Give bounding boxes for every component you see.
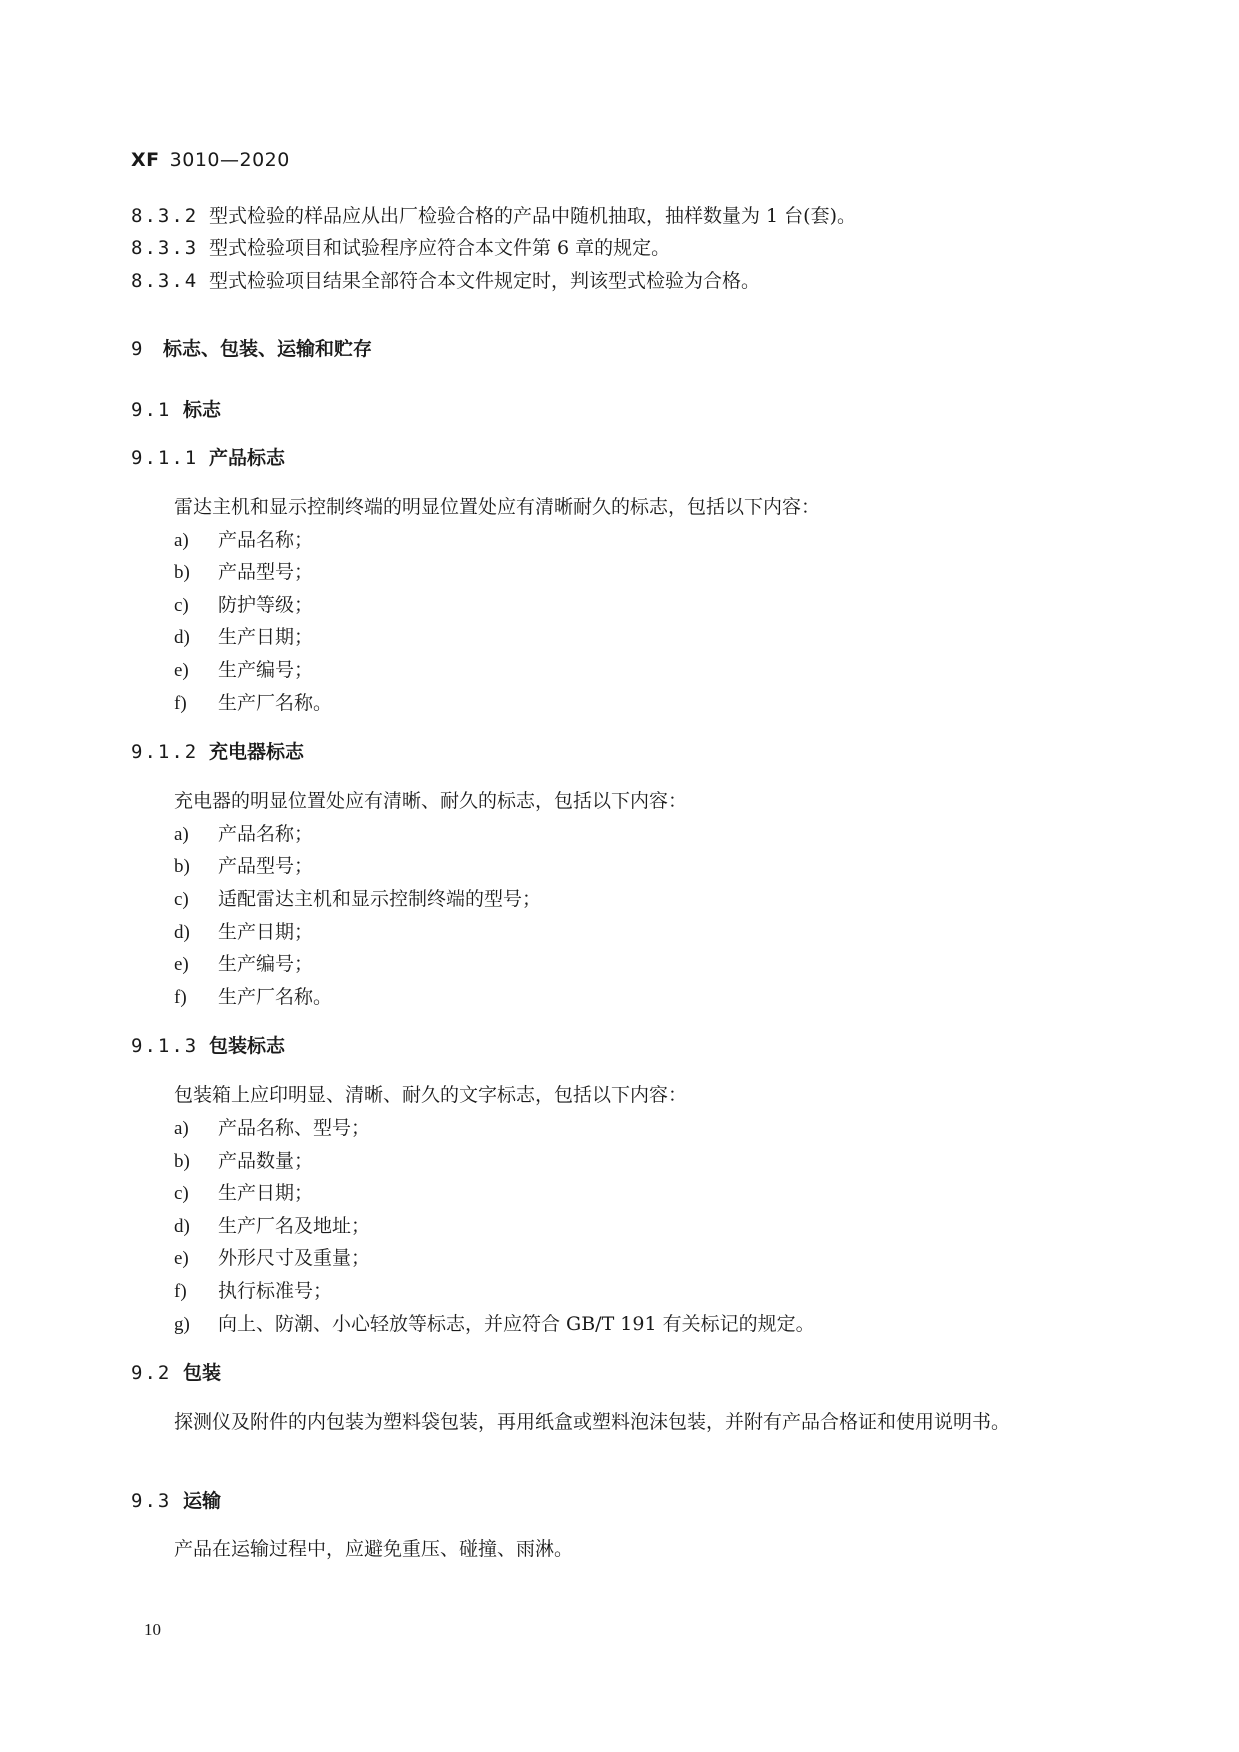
list-marker: a) bbox=[174, 1118, 189, 1139]
list-item bbox=[174, 625, 313, 650]
list-item bbox=[174, 854, 313, 879]
list-text: 生产厂名及地址； bbox=[218, 1215, 371, 1237]
section-number: 9.1.1 bbox=[131, 447, 199, 469]
list-marker: c) bbox=[174, 889, 189, 910]
list-marker: f) bbox=[174, 987, 187, 1008]
list-marker: a) bbox=[174, 824, 189, 845]
paragraph: 探测仪及附件的内包装为塑料袋包装，再用纸盒或塑料泡沫包装，并附有产品合格证和使用说明书。 bbox=[174, 1411, 1011, 1433]
list-text: 产品名称、型号； bbox=[218, 1117, 371, 1139]
list-marker: b) bbox=[174, 856, 190, 877]
list-item bbox=[174, 1181, 313, 1206]
list-item bbox=[174, 1214, 370, 1239]
list-marker: g) bbox=[174, 1314, 190, 1335]
clause-number: 8.3.3 bbox=[131, 237, 199, 259]
clause-8-3-3 bbox=[131, 236, 670, 260]
list-item bbox=[174, 1116, 370, 1141]
section-title: 标志 bbox=[183, 399, 222, 421]
list-item bbox=[174, 1246, 370, 1271]
section-9-heading bbox=[131, 337, 372, 361]
list-item bbox=[174, 593, 313, 618]
section-number: 9 bbox=[131, 338, 145, 360]
section-number: 9.1 bbox=[131, 399, 172, 421]
list-marker: f) bbox=[174, 693, 187, 714]
clause-text: 型式检验项目结果全部符合本文件规定时，判该型式检验为合格。 bbox=[209, 270, 761, 292]
section-9-2-heading bbox=[131, 1361, 221, 1385]
list-item bbox=[174, 887, 541, 912]
list-text: 适配雷达主机和显示控制终端的型号； bbox=[218, 888, 542, 910]
list-item bbox=[174, 1149, 313, 1174]
list-text: 生产厂名称。 bbox=[218, 986, 333, 1008]
section-9-1-3-heading bbox=[131, 1034, 285, 1058]
list-marker: f) bbox=[174, 1281, 187, 1302]
list-text: 生产厂名称。 bbox=[218, 692, 333, 714]
list-text: 产品名称； bbox=[218, 823, 314, 845]
list-item bbox=[174, 822, 313, 847]
list-marker: c) bbox=[174, 1183, 189, 1204]
list-item bbox=[174, 1279, 332, 1304]
section-title: 标志、包装、运输和贮存 bbox=[163, 338, 373, 360]
section-9-1-2-heading bbox=[131, 740, 304, 764]
list-text: 外形尺寸及重量； bbox=[218, 1247, 371, 1269]
section-title: 包装 bbox=[183, 1362, 222, 1384]
list-item bbox=[174, 1312, 815, 1337]
list-text: 产品数量； bbox=[218, 1150, 314, 1172]
section-number: 9.3 bbox=[131, 1490, 172, 1512]
section-number: 9.1.3 bbox=[131, 1035, 199, 1057]
standard-header bbox=[131, 149, 290, 171]
list-marker: d) bbox=[174, 1216, 190, 1237]
section-9-1-1-heading bbox=[131, 446, 285, 470]
list-marker: a) bbox=[174, 530, 189, 551]
section-title: 包装标志 bbox=[209, 1035, 286, 1057]
section-9-3-heading bbox=[131, 1489, 221, 1513]
list-text: 产品型号； bbox=[218, 561, 314, 583]
section-title: 运输 bbox=[183, 1490, 222, 1512]
list-text: 执行标准号； bbox=[218, 1280, 333, 1302]
list-item bbox=[174, 985, 332, 1010]
section-number: 9.1.2 bbox=[131, 741, 199, 763]
clause-number: 8.3.4 bbox=[131, 270, 199, 292]
section-title: 产品标志 bbox=[209, 447, 286, 469]
list-text: 生产编号； bbox=[218, 659, 314, 681]
paragraph: 雷达主机和显示控制终端的明显位置处应有清晰耐久的标志，包括以下内容： bbox=[174, 496, 821, 518]
paragraph: 产品在运输过程中，应避免重压、碰撞、雨淋。 bbox=[174, 1538, 574, 1560]
list-marker: b) bbox=[174, 1151, 190, 1172]
list-text: 向上、防潮、小心轻放等标志，并应符合 GB/T 191 有关标记的规定。 bbox=[218, 1313, 815, 1335]
list-item bbox=[174, 528, 313, 553]
list-marker: d) bbox=[174, 627, 190, 648]
section-9-1-heading bbox=[131, 398, 221, 422]
page-number: 10 bbox=[144, 1620, 161, 1639]
list-item bbox=[174, 691, 332, 716]
list-marker: e) bbox=[174, 1248, 189, 1269]
clause-text: 型式检验的样品应从出厂检验合格的产品中随机抽取，抽样数量为 1 台(套)。 bbox=[209, 205, 856, 227]
clause-8-3-2 bbox=[131, 204, 856, 228]
list-text: 生产编号； bbox=[218, 953, 314, 975]
section-number: 9.2 bbox=[131, 1362, 172, 1384]
list-marker: e) bbox=[174, 954, 189, 975]
list-text: 生产日期； bbox=[218, 1182, 314, 1204]
clause-text: 型式检验项目和试验程序应符合本文件第 6 章的规定。 bbox=[209, 237, 671, 259]
clause-8-3-4 bbox=[131, 269, 760, 293]
paragraph: 充电器的明显位置处应有清晰、耐久的标志，包括以下内容： bbox=[174, 790, 688, 812]
list-marker: e) bbox=[174, 660, 189, 681]
clause-number: 8.3.2 bbox=[131, 205, 199, 227]
paragraph: 包装箱上应印明显、清晰、耐久的文字标志，包括以下内容： bbox=[174, 1084, 688, 1106]
list-item bbox=[174, 952, 313, 977]
list-marker: b) bbox=[174, 562, 190, 583]
list-item bbox=[174, 920, 313, 945]
section-title: 充电器标志 bbox=[209, 741, 305, 763]
list-text: 生产日期； bbox=[218, 921, 314, 943]
list-item bbox=[174, 658, 313, 683]
standard-number: 3010—2020 bbox=[169, 149, 290, 171]
list-item bbox=[174, 560, 313, 585]
list-marker: d) bbox=[174, 922, 190, 943]
list-text: 防护等级； bbox=[218, 594, 314, 616]
list-text: 生产日期； bbox=[218, 626, 314, 648]
list-marker: c) bbox=[174, 595, 189, 616]
list-text: 产品名称； bbox=[218, 529, 314, 551]
list-text: 产品型号； bbox=[218, 855, 314, 877]
standard-code: XF bbox=[131, 149, 160, 171]
